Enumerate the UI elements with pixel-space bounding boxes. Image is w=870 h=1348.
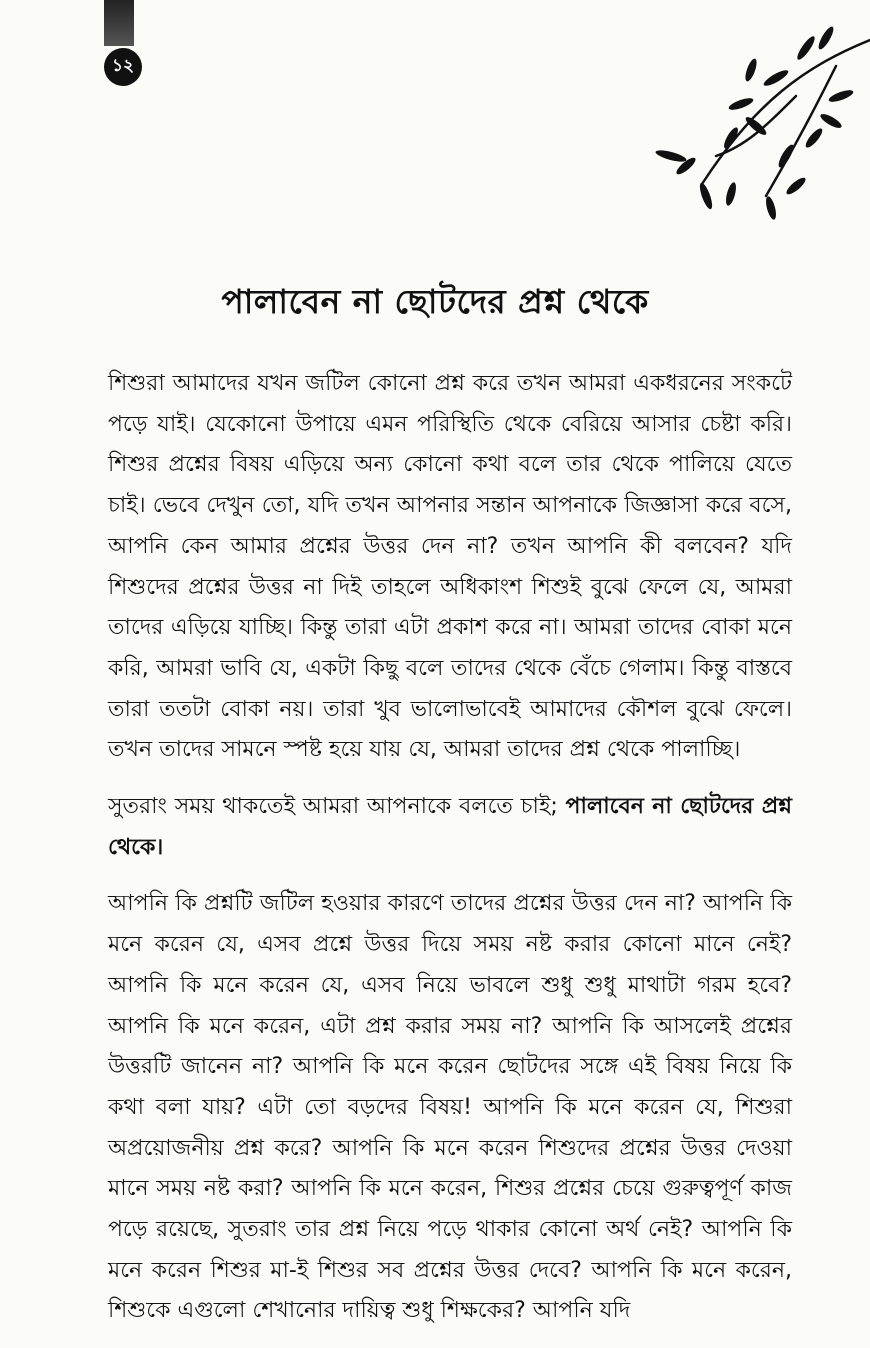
body-text: [108, 364, 792, 1348]
leafy-branch-icon: [646, 26, 870, 220]
chapter-title: পালাবেন না ছোটদের প্রশ্ন থেকে: [221, 282, 649, 321]
paragraph-2: [108, 787, 792, 868]
page-tab-icon: [104, 0, 134, 46]
paragraph-1: শিশুরা আমাদের যখন জটিল কোনো প্রশ্ন করে তখন আমরা একধরনের সংকটে পড়ে যাই। যেকোনো উপায়ে এমন পরিস্থিতি থেকে বেরিয়ে আসার চেষ্টা করি। শিশুর প্রশ্নের বিষয় এড়িয়ে অন্য কোনো কথা বলে তার থেকে পালিয়ে যেতে চাই। ভেবে দেখুন তো, যদি তখন আপনার সন্তান আপনাকে জিজ্ঞাসা করে বসে, আপনি কেন আমার প্রশ্নের উত্তর দেন না? তখন আপনি কী বলবেন? যদি শিশুদের প্রশ্নের উত্তর না দিই তাহলে অধিকাংশ শিশুই বুঝে ফেলে যে, আমরা তাদের এড়িয়ে যাচ্ছি। কিন্তু তারা এটা প্রকাশ করে না। আমরা তাদের বোকা মনে করি, আমরা ভাবি যে, একটা কিছু বলে তাদের থেকে বেঁচে গেলাম। কিন্তু বাস্তবে তারা ততটা বোকা নয়। তারা খুব ভালোভাবেই আমাদের কৌশল বুঝে ফেলে। তখন তাদের সামনে স্পষ্ট হয়ে যায় যে, আমরা তাদের প্রশ্ন থেকে পালাচ্ছি।: [108, 371, 792, 763]
paragraph-3: আপনি কি প্রশ্নটি জটিল হওয়ার কারণে তাদের প্রশ্নের উত্তর দেন না? আপনি কি মনে করেন যে, এসব প্রশ্নে উত্তর দিয়ে সময় নষ্ট করার কোনো মানে নেই? আপনি কি মনে করেন যে, এসব নিয়ে ভাবলে শুধু শুধু মাথাটা গরম হবে? আপনি কি মনে করেন, এটা প্রশ্ন করার সময় না? আপনি কি আসলেই প্রশ্নের উত্তরটি জানেন না? আপনি কি মনে করেন ছোটদের সঙ্গে এই বিষয় নিয়ে কি কথা বলা যায়? এটা তো বড়দের বিষয়! আপনি কি মনে করেন যে, শিশুরা অপ্রয়োজনীয় প্রশ্ন করে? আপনি কি মনে করেন শিশুদের প্রশ্নের উত্তর দেওয়া মানে সময় নষ্ট করা? আপনি কি মনে করেন, শিশুর প্রশ্নের চেয়ে গুরুত্বপূর্ণ কাজ পড়ে রয়েছে, সুতরাং তার প্রশ্ন নিয়ে পড়ে থাকার কোনো অর্থ নেই? আপনি কি মনে করেন শিশুর মা-ই শিশুর সব প্রশ্নের উত্তর দেবে? আপনি কি মনে করেন, শিশুকে এগুলো শেখানোর দায়িত্ব শুধু শিক্ষকের? আপনি যদি: [108, 891, 792, 1324]
paragraph-2-emphasis: পালাবেন না ছোটদের প্রশ্ন থেকে।: [108, 794, 792, 860]
page-number: ১২: [104, 48, 142, 86]
paragraph-2-lead: সুতরাং সময় থাকতেই আমরা আপনাকে বলতে চাই;: [108, 794, 566, 820]
